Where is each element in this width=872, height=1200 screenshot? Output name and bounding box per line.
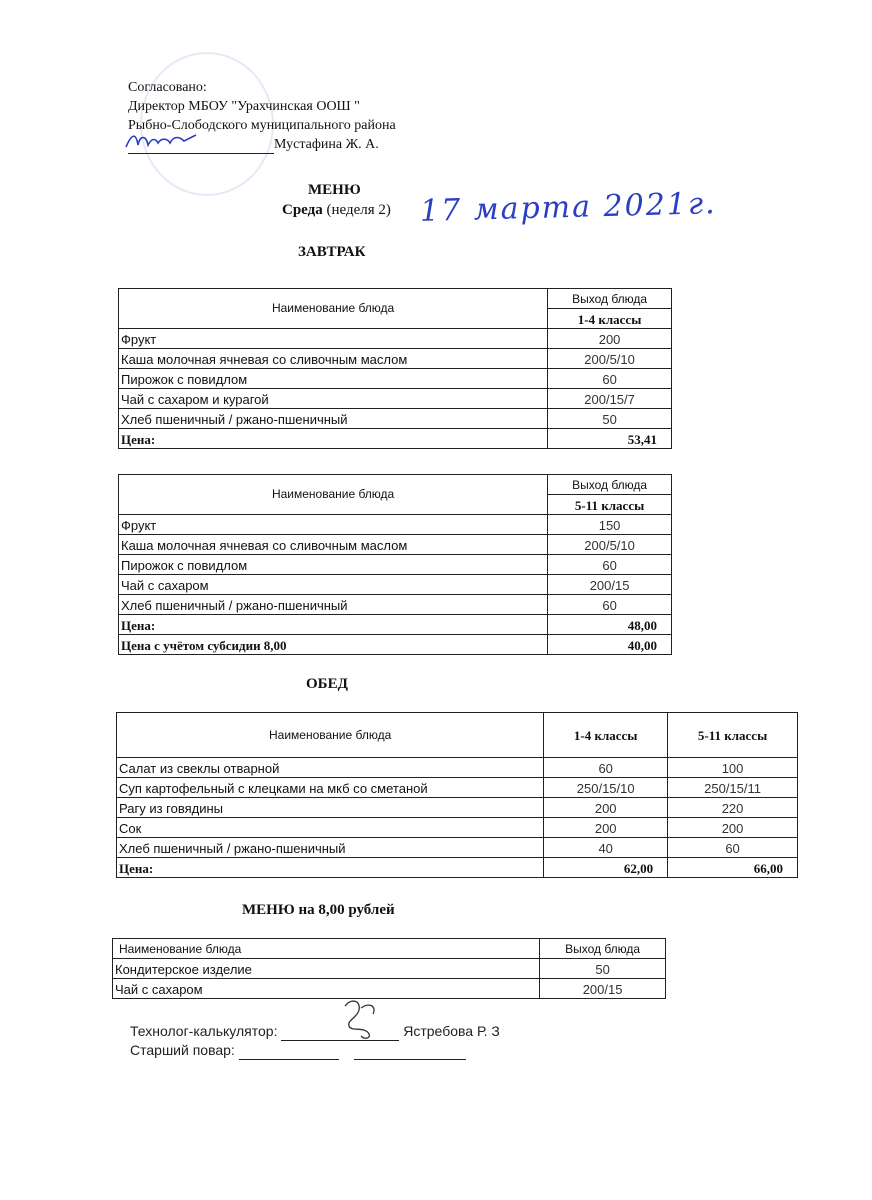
col-output: Выход блюда: [540, 939, 666, 959]
col-output: Выход блюда: [548, 475, 672, 495]
director-signature-line: [128, 137, 274, 154]
approval-line-2: Директор МБОУ "Урахчинская ООШ ": [128, 99, 360, 114]
technologist-name: Ястребова Р. З: [403, 1023, 500, 1039]
footer-signatures: [130, 1022, 500, 1060]
breakfast-table-5-11: [118, 474, 672, 655]
price-row: Цена: 53,41: [119, 429, 672, 449]
technologist-signature: [339, 996, 383, 1042]
col-dish-name: Наименование блюда: [113, 939, 540, 959]
table-row: Пирожок с повидлом 60: [119, 369, 672, 389]
table-row: Чай с сахаром и курагой 200/15/7: [119, 389, 672, 409]
col-class-1-4: 1-4 классы: [544, 713, 668, 758]
approval-line-4: [128, 135, 396, 154]
table-row: Фрукт 200: [119, 329, 672, 349]
menu-title: МЕНЮ: [308, 182, 361, 198]
technologist-label: Технолог-калькулятор:: [130, 1023, 278, 1039]
table-row: Фрукт 150: [119, 515, 672, 535]
table-row: Рагу из говядины 200 220: [117, 798, 798, 818]
col-class: 5-11 классы: [548, 495, 672, 515]
table-row: Чай с сахаром 200/15: [113, 979, 666, 999]
table-row: Хлеб пшеничный / ржано-пшеничный 50: [119, 409, 672, 429]
table-row: Каша молочная ячневая со сливочным маслом 200/5/10: [119, 349, 672, 369]
table-row: Каша молочная ячневая со сливочным маслом 200/5/10: [119, 535, 672, 555]
technologist-line: [130, 1022, 500, 1041]
table-row: Хлеб пшеничный / ржано-пшеничный 40 60: [117, 838, 798, 858]
technologist-signature-line: [281, 1026, 399, 1041]
breakfast-title: ЗАВТРАК: [298, 244, 366, 260]
table-row: Чай с сахаром 200/15: [119, 575, 672, 595]
cook-label: Старший повар:: [130, 1042, 235, 1058]
handwritten-date: 17 марта 2021г.: [419, 186, 718, 229]
col-dish-name: Наименование блюда: [119, 475, 548, 515]
table-row: Хлеб пшеничный / ржано-пшеничный 60: [119, 595, 672, 615]
cook-line: [130, 1041, 500, 1060]
week-label: (неделя 2): [326, 202, 391, 218]
table-row: Салат из свеклы отварной 60 100: [117, 758, 798, 778]
subsidy-row: Цена с учётом субсидии 8,00 40,00: [119, 635, 672, 655]
price-row: Цена: 48,00: [119, 615, 672, 635]
menu-day: [282, 202, 391, 219]
col-dish-name: Наименование блюда: [119, 289, 548, 329]
director-name: Мустафина Ж. А.: [274, 137, 379, 152]
price-row: Цена: 62,00 66,00: [117, 858, 798, 878]
approval-block: [128, 78, 396, 154]
col-output: Выход блюда: [548, 289, 672, 309]
lunch-title: ОБЕД: [306, 676, 348, 692]
breakfast-table-1-4: [118, 288, 672, 449]
col-dish-name: Наименование блюда: [117, 713, 544, 758]
table-row: Кондитерское изделие 50: [113, 959, 666, 979]
table-row: Пирожок с повидлом 60: [119, 555, 672, 575]
cook-name-line: [354, 1045, 466, 1060]
day-name: Среда: [282, 202, 323, 218]
col-class-5-11: 5-11 классы: [668, 713, 798, 758]
lunch-table: [116, 712, 798, 878]
approval-line-1: Согласовано:: [128, 80, 207, 95]
menu8-table: [112, 938, 666, 999]
table-row: Сок 200 200: [117, 818, 798, 838]
director-signature: [122, 129, 202, 153]
table-row: Суп картофельный с клецками на мкб со сметаной 250/15/10 250/15/11: [117, 778, 798, 798]
col-class: 1-4 классы: [548, 309, 672, 329]
menu8-title: МЕНЮ на 8,00 рублей: [242, 902, 395, 918]
cook-signature-line: [239, 1045, 339, 1060]
approval-line-3: Рыбно-Слободского муниципального района: [128, 118, 396, 133]
